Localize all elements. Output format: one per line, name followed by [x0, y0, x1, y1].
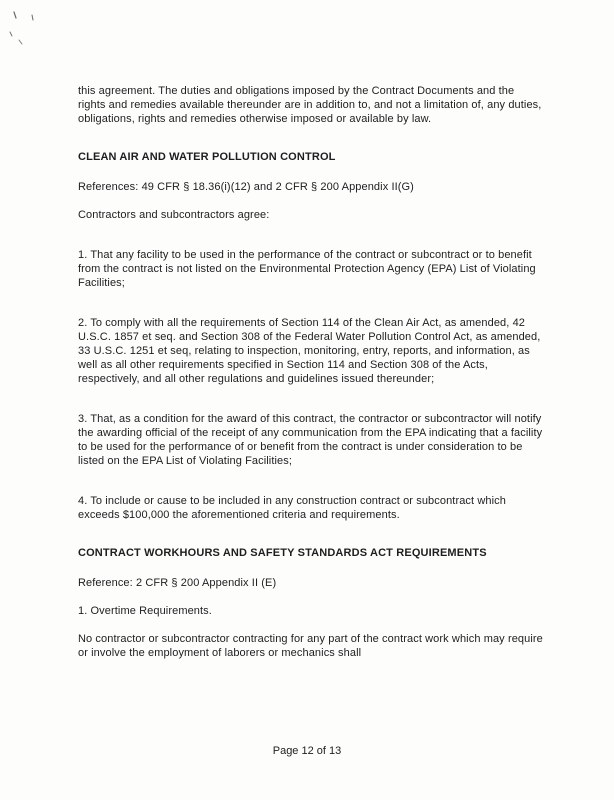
page-number: Page 12 of 13 — [272, 745, 342, 757]
clean-air-item-1: 1. That any facility to be used in the performance of the contract or subcontract or to benefit from the contract is not listed on the Environmental Protection Agency (EPA) List of Violating Facilities; — [78, 249, 536, 289]
page-content — [78, 84, 544, 674]
scan-artifact-marks — [4, 6, 64, 56]
section-heading-workhours: CONTRACT WORKHOURS AND SAFETY STANDARDS ACT REQUIREMENTS — [78, 547, 487, 559]
section-heading-clean-air: CLEAN AIR AND WATER POLLUTION CONTROL — [78, 151, 336, 163]
clean-air-item-2: 2. To comply with all the requirements of Section 114 of the Clean Air Act, as amended, 42 U.S.C. 1857 et seq. and Section 308 of the Federal Water Pollution Control Act, as amended, 33 U.S.C. 1251 et seq, relating to inspection, monitoring, entry, reports, and information, as well as all other requirements specified in Section 114 and Section 308 of the Acts, respectively, and all other regulations and guidelines issued thereunder; — [78, 317, 541, 385]
clean-air-references: References: 49 CFR § 18.36(i)(12) and 2 CFR § 200 Appendix II(G) — [78, 181, 414, 193]
clean-air-item-3: 3. That, as a condition for the award of this contract, the contractor or subcontractor will notify the awarding official of the receipt of any communication from the EPA indicating that a facility to be used for the performance of or benefit from the contract is under consideration to be listed on the EPA List of Violating Facilities; — [78, 413, 543, 467]
closing-paragraph: No contractor or subcontractor contracting for any part of the contract work which may require or involve the employment of laborers or mechanics shall — [78, 633, 543, 659]
clean-air-item-4: 4. To include or cause to be included in any construction contract or subcontract which exceeds $100,000 the aforementioned criteria and requirements. — [78, 495, 506, 521]
intro-paragraph: this agreement. The duties and obligations imposed by the Contract Documents and the rights and remedies available thereunder are in addition to, and not a limitation of, any duties, obligations, rights and remedies otherwise imposed or available by law. — [78, 85, 542, 125]
contractors-agree-line: Contractors and subcontractors agree: — [78, 209, 270, 221]
overtime-requirements-line: 1. Overtime Requirements. — [78, 605, 212, 617]
workhours-reference: Reference: 2 CFR § 200 Appendix II (E) — [78, 577, 277, 589]
